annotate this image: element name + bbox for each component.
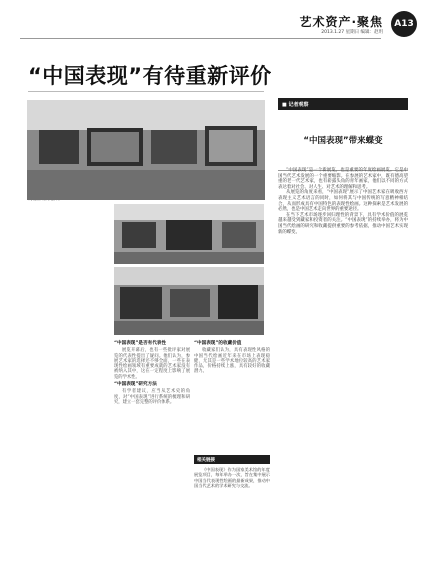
article-paragraph: 展览开幕后，也有一些批评家对展览的代表性提出了疑问。他们认为，参展艺术家的选择还不够全面，一些在表现性绘画领域有重要成就的艺术家没有被纳入其中，这在一定程度上影响了展览的学术性。 xyxy=(114,348,190,380)
sidebar-paragraph: 在当下艺术市场逐步回归理性的背景下，具有学术价值的展览越来越受到藏家和投资者的关注。“中国表现”的持续举办，将为中国当代绘画的研究和收藏提供重要的参考依据，推动中国艺术实现新的蝶变。 xyxy=(278,212,408,235)
article-paragraph: 有学者建议，应当从艺术史的角度，对“中国表现”进行系统的梳理和研究，建立一套完整的评价体系。 xyxy=(114,389,190,405)
article-subheading: “中国表现”的收藏价值 xyxy=(194,341,242,346)
related-link-paragraph: 《中国表现》作为国家美术馆的年度展览项目，每年举办一次，旨在集中展示中国当代表现性绘画的最新成果，推动中国当代艺术的学术研究与交流。 xyxy=(194,467,270,489)
header-divider xyxy=(20,38,381,39)
headline-divider xyxy=(28,91,264,92)
reporter-observation-sidebar xyxy=(278,98,408,576)
gallery-photo-secondary xyxy=(114,204,264,264)
page-header xyxy=(0,0,429,40)
page-number-badge: A13 xyxy=(391,11,417,37)
related-link-band xyxy=(194,455,270,464)
gallery-photo-main xyxy=(27,100,265,200)
issue-info: 2013.1.27 星期日 编辑：赵玥 xyxy=(321,30,383,35)
article-headline: “中国表现”有待重新评价 xyxy=(28,64,272,88)
article-subheading: “中国表现”是否有代表性 xyxy=(114,341,166,346)
article-column-2 xyxy=(114,339,190,571)
sidebar-title: “中国表现”带来蝶变 xyxy=(303,136,383,146)
sidebar-band-label: ■ 记者观察 xyxy=(282,101,309,108)
article-paragraph: 收藏家们认为，具有表现性风格的中国当代绘画近年来在市场上表现稳健，尤其是一些学术地位较高的艺术家作品，价格持续上涨，具有较好的收藏潜力。 xyxy=(194,348,270,375)
sidebar-body xyxy=(278,168,408,235)
related-link-label: 相关链接 xyxy=(197,457,215,463)
section-title: 艺术资产·聚焦 xyxy=(299,15,383,29)
sidebar-paragraph: “中国表现”是一个新展览，也是重要的年度绘画展览。它是中国当代艺术发展的一个重要缩影。在参展的艺术家中，既有德高望重的老一代艺术家，也有崭露头角的青年画家，他们以不同的方式表达着对社会、对人生、对艺术的理解和思考。 xyxy=(278,168,408,190)
sidebar-paragraph: 从展览的角度来看，“中国表现”展示了中国艺术家在吸收西方表现主义艺术语言的同时，如何将其与中国传统的写意精神相结合，从而形成具有中国特色的表现性绘画。这种探索是艺术发展的必然，也是中国艺术走向世界的重要途径。 xyxy=(278,190,408,213)
related-link-text xyxy=(194,467,270,489)
sidebar-band xyxy=(278,98,408,110)
gallery-photo-tertiary xyxy=(114,267,264,335)
related-link-box xyxy=(194,455,270,571)
article-column-3 xyxy=(194,339,270,451)
article-subheading: “中国表现”研究方法 xyxy=(114,382,157,388)
